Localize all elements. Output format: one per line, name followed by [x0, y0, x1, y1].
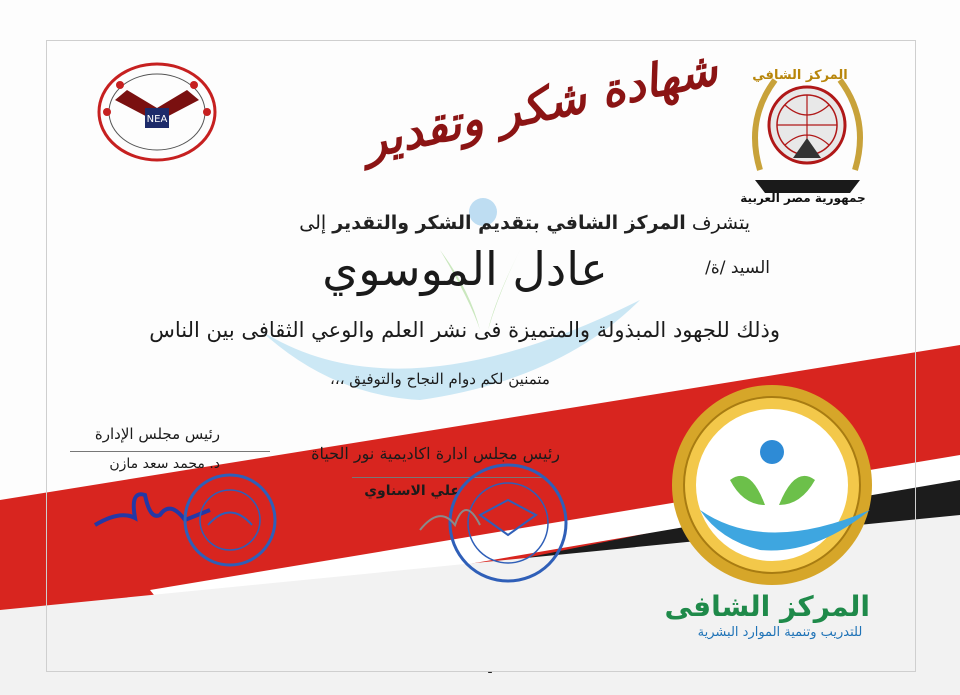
left-signature-title: رئيس مجلس الإدارة	[94, 425, 220, 443]
left-signature-name: د. محمد سعد مازن	[109, 456, 220, 472]
right-logo-bottom-text: جمهورية مصر العربية	[740, 191, 866, 205]
intro-bold: المركز الشافي بتقديم الشكر والتقدير	[332, 212, 686, 234]
intro-suffix: إلى	[299, 212, 327, 234]
salutation: السيد /ة/	[705, 258, 770, 278]
brand-name: المركز الشافى	[664, 590, 870, 623]
reason-text: وذلك للجهود المبذولة والمتميزة فى نشر العلم والوعي الثقافى بين الناس	[149, 318, 780, 342]
gold-seal	[665, 380, 880, 590]
left-signature-rule	[70, 451, 270, 452]
left-signature-stamp	[90, 470, 290, 570]
middle-stamp	[410, 455, 570, 590]
recipient-name: عادل الموسوي	[322, 242, 608, 296]
right-logo-top-text: المركز الشافي	[752, 68, 848, 83]
svg-text:NEA: NEA	[146, 114, 168, 125]
left-logo	[95, 60, 225, 165]
middle-signature-title: رئيس مجلس ادارة اكاديمية نور الحياة	[311, 444, 560, 463]
brand-subtitle: للتدريب وتنمية الموارد البشرية	[697, 625, 863, 640]
intro-line	[250, 212, 750, 234]
middle-signature-name: علي الاسناوي	[364, 483, 460, 499]
footer-mark: ـ	[488, 662, 492, 676]
certificate-title: شهادة شكر وتقدير	[358, 41, 723, 169]
wish-text: متمنين لكم دوام النجاح والتوفيق ،،،	[330, 370, 550, 388]
intro-prefix: يتشرف	[691, 212, 750, 234]
